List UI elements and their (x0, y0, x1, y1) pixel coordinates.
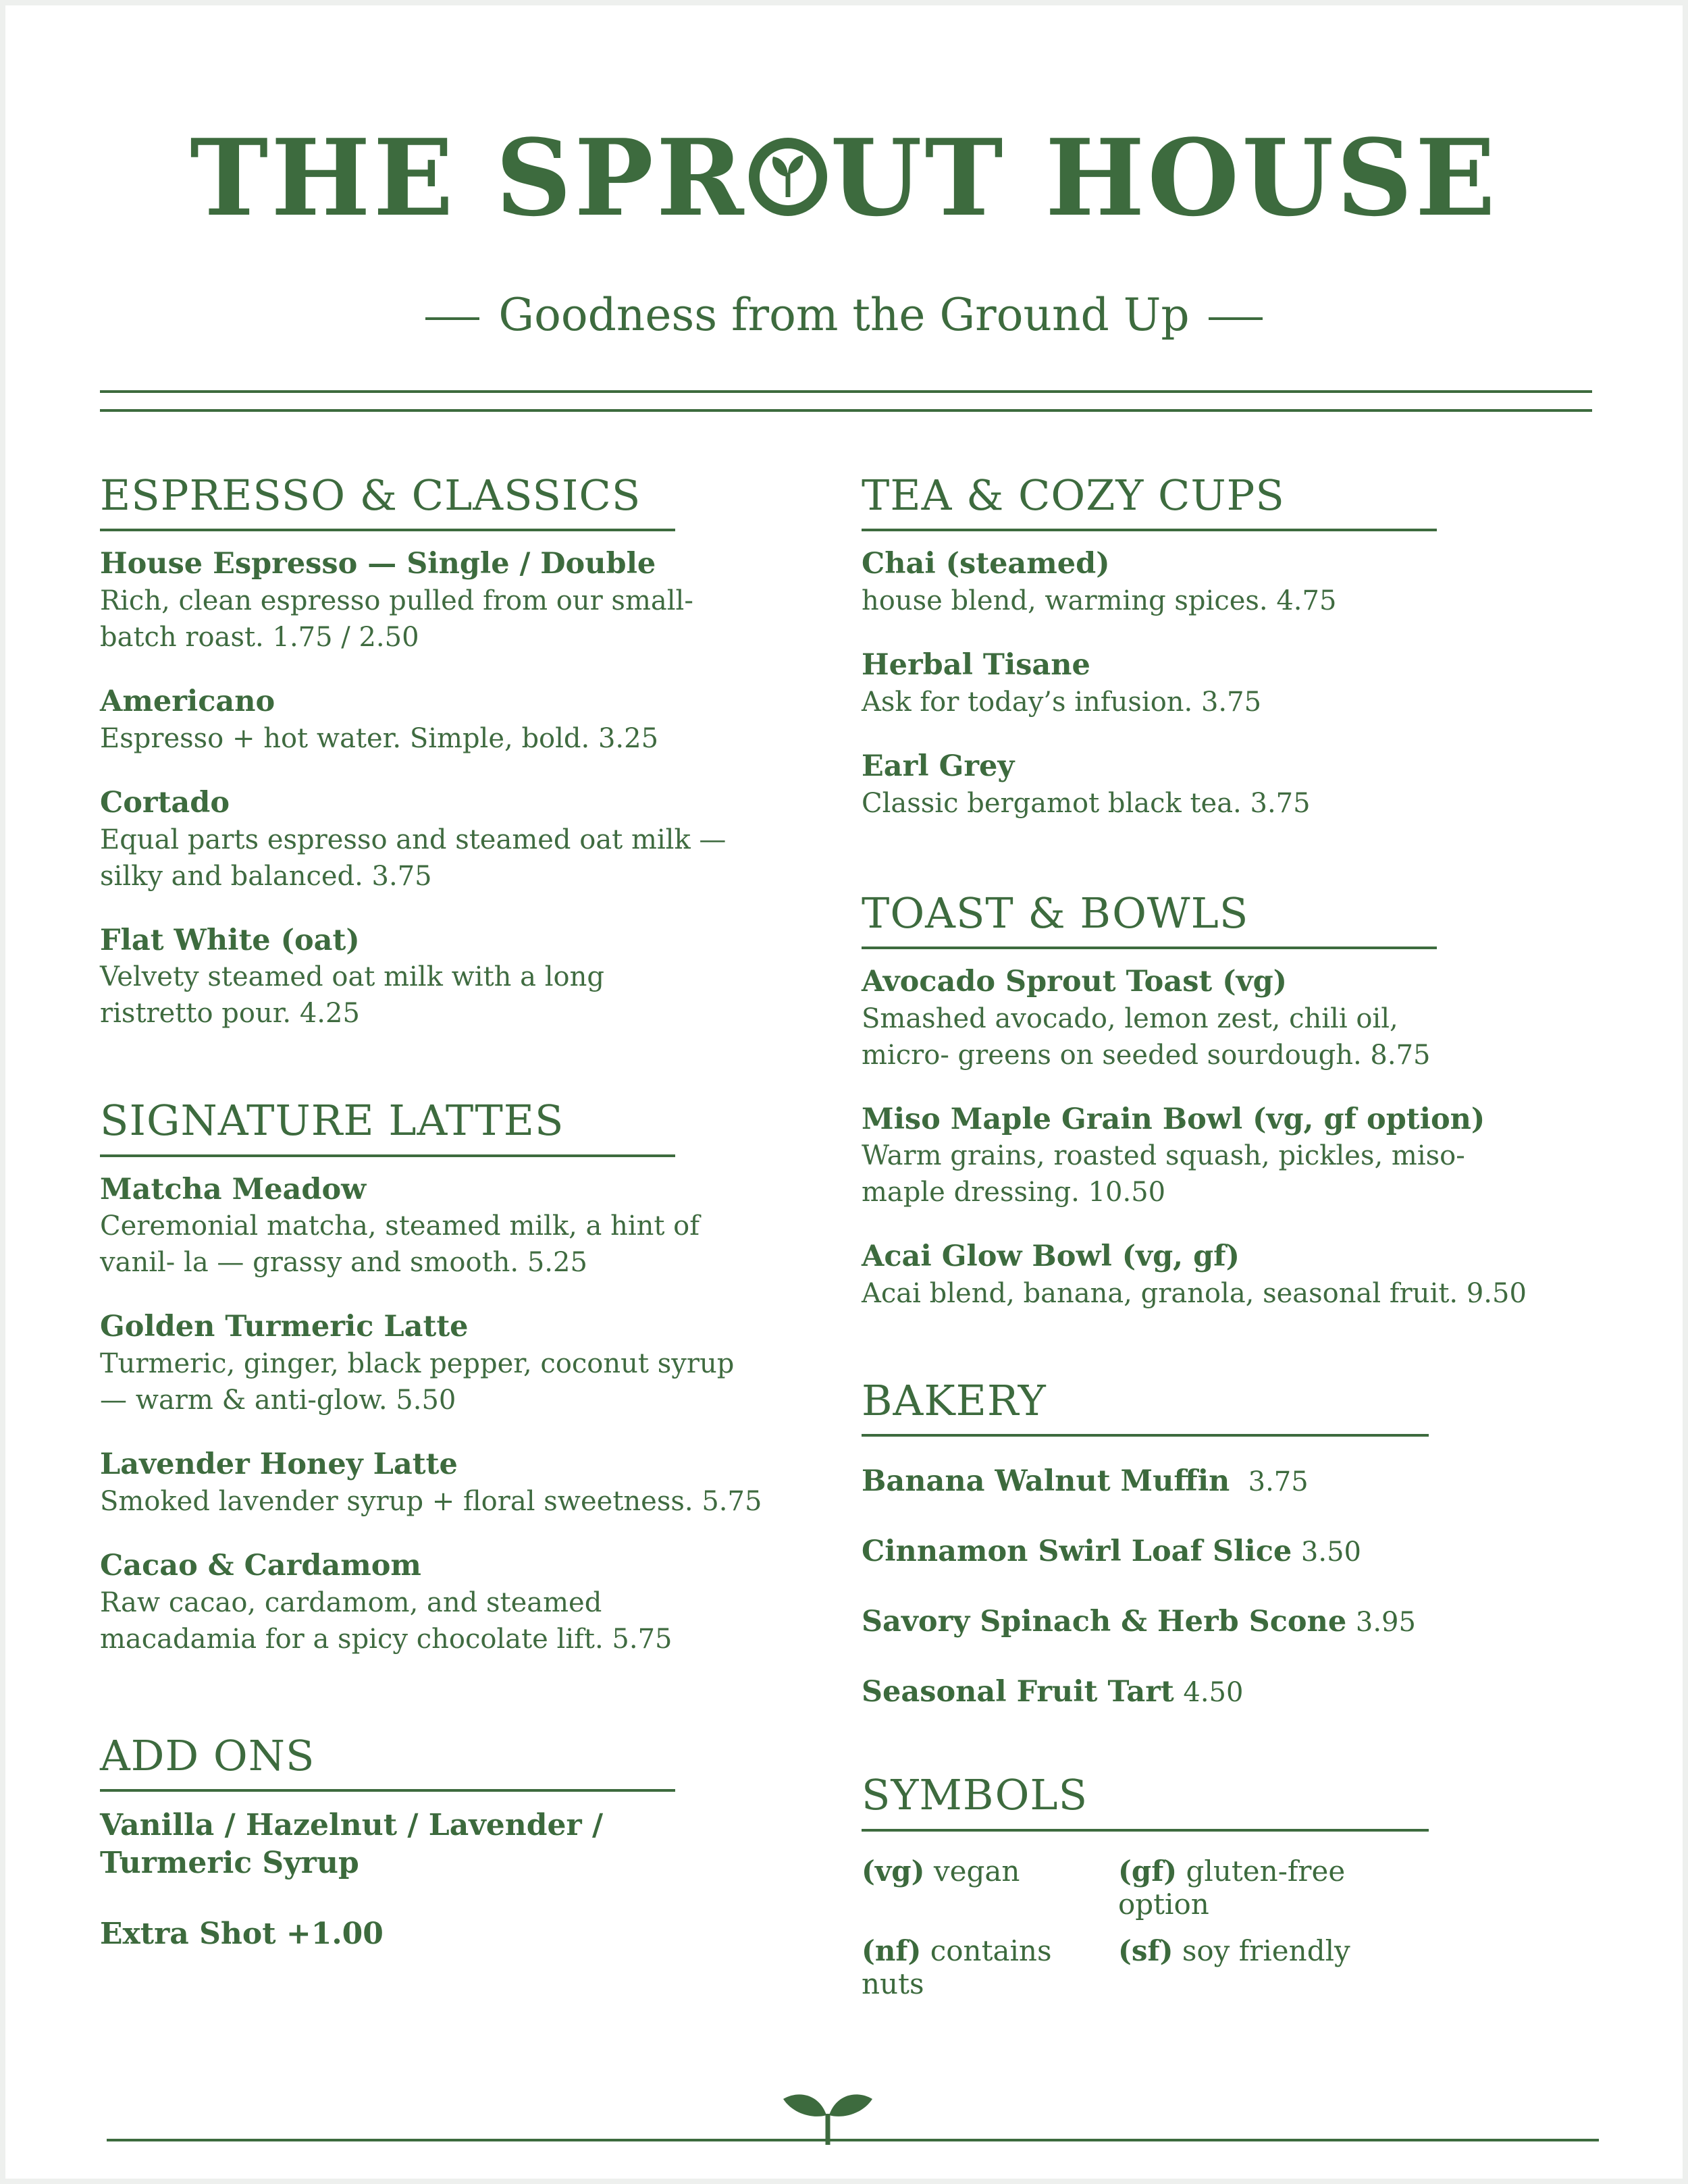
addon-item: Vanilla / Hazelnut / Lavender / Turmeric Syrup (100, 1807, 604, 1881)
item-name: Acai Glow Bowl (vg, gf) (862, 1240, 1240, 1274)
bakery-item (862, 1534, 1564, 1570)
item-name: Avocado Sprout Toast (vg) (862, 964, 1287, 998)
item-name: Chai (steamed) (862, 547, 1110, 581)
symbol-entry (862, 1855, 1118, 1921)
menu-item (862, 546, 1564, 619)
item-desc: house blend, warming spices. 4.75 (862, 585, 1337, 617)
item-name: Herbal Tisane (862, 648, 1090, 683)
item-name: Americano (100, 685, 275, 719)
symbol-entry (862, 1934, 1118, 2000)
section-rule (100, 1789, 675, 1792)
left-column (100, 471, 775, 1986)
section-rule (862, 947, 1437, 949)
section-title: ADD ONS (100, 1730, 315, 1780)
symbol-label: contains nuts (862, 1934, 1052, 2000)
item-desc: Ceremonial matcha, steamed milk, a hint of vanil- la — grassy and smooth. 5.25 (100, 1210, 700, 1279)
item-name: Lavender Honey Latte (100, 1447, 458, 1482)
menu-item (100, 923, 768, 1032)
menu-item (862, 749, 1564, 822)
tagline-dash-left (425, 317, 479, 320)
sprout-in-circle-icon (746, 126, 830, 231)
item-name: Cacao & Cardamom (100, 1548, 421, 1582)
header-rule-top (100, 390, 1592, 393)
item-desc: Acai blend, banana, granola, seasonal fruit. 9.50 (862, 1278, 1527, 1310)
symbol-code: (sf) (1118, 1934, 1173, 1967)
item-desc: Rich, clean espresso pulled from our small-batch roast. 1.75 / 2.50 (100, 585, 693, 654)
item-desc: Espresso + hot water. Simple, bold. 3.25 (100, 722, 659, 754)
section-espresso (100, 471, 675, 531)
section-symbols (862, 1771, 1429, 1831)
tagline-text: Goodness from the Ground Up (498, 289, 1190, 341)
symbol-code: (gf) (1118, 1854, 1178, 1888)
right-column (862, 471, 1564, 2000)
bakery-item (862, 1674, 1564, 1711)
item-desc: Ask for today’s infusion. 3.75 (862, 686, 1262, 718)
menu-item (862, 1102, 1564, 1211)
item-name: Matcha Meadow (100, 1172, 367, 1206)
section-title: SYMBOLS (862, 1770, 1088, 1820)
item-name: House Espresso — Single / Double (100, 547, 656, 581)
section-bakery (862, 1377, 1429, 1437)
bakery-item-price: 3.95 (1355, 1606, 1416, 1638)
symbol-label: gluten-free option (1118, 1854, 1346, 1921)
menu-item (100, 1447, 768, 1520)
menu-item (100, 684, 768, 757)
symbol-label: soy friendly (1182, 1934, 1350, 1967)
cafe-title: THE SPR UT HOUSE (190, 116, 1498, 240)
bakery-item (862, 1464, 1564, 1500)
symbol-entry (1118, 1934, 1415, 2000)
bakery-item-price: 3.75 (1248, 1466, 1309, 1498)
leaf-sprout-icon (781, 2075, 875, 2145)
menu-item (100, 1309, 768, 1418)
item-name: Golden Turmeric Latte (100, 1310, 469, 1344)
section-rule (100, 1154, 675, 1157)
menu-item (100, 546, 768, 656)
bakery-item-name: Banana Walnut Muffin (862, 1464, 1230, 1499)
symbols-legend (862, 1855, 1564, 2000)
menu-item (862, 964, 1564, 1073)
tagline (5, 289, 1683, 341)
item-name: Earl Grey (862, 749, 1015, 783)
bakery-item-name: Savory Spinach & Herb Scone (862, 1604, 1347, 1639)
section-rule (862, 1434, 1429, 1437)
tagline-dash-right (1209, 317, 1263, 320)
section-title: SIGNATURE LATTES (100, 1096, 564, 1146)
item-name: Cortado (100, 785, 230, 820)
section-rule (862, 1829, 1429, 1832)
bakery-item (862, 1604, 1564, 1641)
item-desc: Equal parts espresso and steamed oat milk — silky and balanced. 3.75 (100, 824, 727, 892)
section-title: BAKERY (862, 1376, 1047, 1426)
menu-item (100, 1548, 768, 1657)
symbol-code: (nf) (862, 1934, 922, 1967)
menu-item (100, 1172, 768, 1281)
section-addons (100, 1732, 675, 1792)
symbol-entry (1118, 1855, 1415, 1921)
addon-item: Extra Shot +1.00 (100, 1916, 384, 1951)
section-title: TOAST & BOWLS (862, 888, 1249, 938)
symbol-code: (vg) (862, 1854, 925, 1888)
bakery-item-price: 3.50 (1300, 1537, 1361, 1568)
menu-item (862, 647, 1564, 720)
menu-item (100, 785, 768, 895)
item-name: Miso Maple Grain Bowl (vg, gf option) (862, 1102, 1485, 1136)
item-desc: Velvety steamed oat milk with a long ristretto pour. 4.25 (100, 961, 604, 1030)
section-title: TEA & COZY CUPS (862, 471, 1285, 520)
item-desc: Turmeric, ginger, black pepper, coconut syrup — warm & anti-glow. 5.50 (100, 1348, 735, 1416)
item-desc: Classic bergamot black tea. 3.75 (862, 787, 1311, 819)
item-desc: Smashed avocado, lemon zest, chili oil, micro- greens on seeded sourdough. 8.75 (862, 1003, 1431, 1071)
item-desc: Smoked lavender syrup + floral sweetness. 5.75 (100, 1485, 762, 1517)
section-rule (862, 529, 1437, 531)
item-name: Flat White (oat) (100, 923, 360, 957)
symbol-label: vegan (933, 1854, 1020, 1888)
item-desc: Warm grains, roasted squash, pickles, miso-maple dressing. 10.50 (862, 1140, 1465, 1208)
bakery-item-price: 4.50 (1183, 1676, 1244, 1708)
item-desc: Raw cacao, cardamom, and steamed macadamia for a spicy chocolate lift. 5.75 (100, 1587, 672, 1655)
footer-rule (107, 2139, 1599, 2141)
bakery-item-name: Cinnamon Swirl Loaf Slice (862, 1535, 1292, 1569)
section-rule (100, 529, 675, 531)
section-title: ESPRESSO & CLASSICS (100, 471, 641, 520)
header-rule-bottom (100, 409, 1592, 412)
menu-item (862, 1239, 1564, 1312)
section-lattes (100, 1096, 675, 1156)
bakery-item-name: Seasonal Fruit Tart (862, 1674, 1174, 1709)
section-toast (862, 889, 1437, 949)
menu-page (5, 5, 1683, 2179)
section-tea (862, 471, 1437, 531)
